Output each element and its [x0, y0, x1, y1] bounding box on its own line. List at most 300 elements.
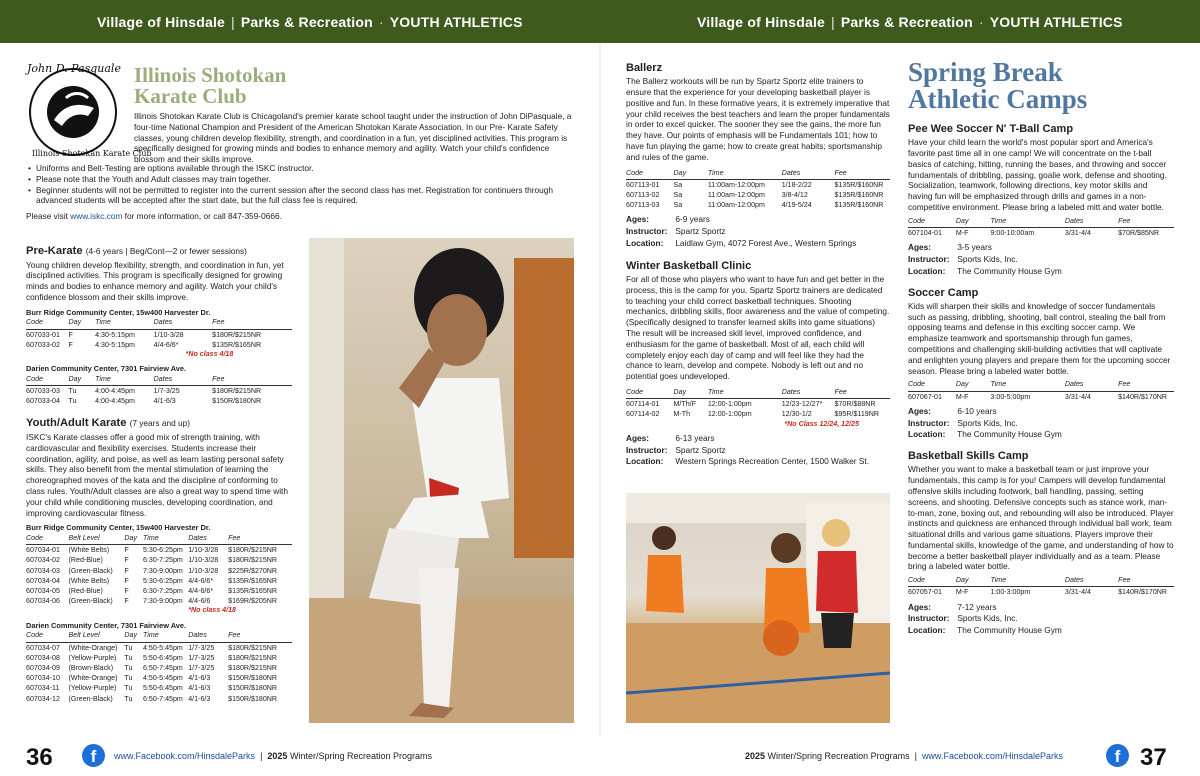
basketball-camp-info	[908, 602, 1174, 636]
table-cell: 607034-09	[26, 663, 60, 672]
table-cell: 4:00-4:45pm	[95, 387, 135, 396]
bullet-item: • Please note that the Youth and Adult classes may train together.	[26, 174, 574, 185]
column-header: Code	[26, 318, 69, 329]
table-cell: 4:50-5:45pm	[143, 674, 183, 683]
ballerz-ages: 6-9 years	[675, 214, 710, 225]
table-cell: M-F	[955, 392, 969, 401]
table-cell: Tu	[124, 684, 133, 693]
location-label: Location:	[908, 265, 946, 276]
ballerz-location: Laidlaw Gym, 4072 Forest Ave., Western Springs	[675, 237, 857, 248]
column-header: Time	[95, 318, 154, 329]
table-cell: 3/8-4/12	[781, 190, 808, 199]
table-cell: 5:30-6:25pm	[143, 576, 183, 585]
table-row	[26, 329, 292, 340]
prekarate-table-1	[26, 318, 292, 350]
table-cell: 1/10-3/28	[188, 546, 219, 555]
column-header: Fee	[228, 534, 292, 545]
facebook-icon[interactable]: f	[1106, 744, 1129, 767]
table-row	[908, 227, 1174, 238]
ages-label: Ages:	[626, 214, 650, 225]
ages-label: Ages:	[908, 242, 932, 253]
table-cell: $135R/$160NR	[834, 180, 884, 189]
table-cell: 4:00-4:45pm	[95, 397, 135, 406]
ballerz-instructor: Spartz Sportz	[675, 226, 726, 237]
table-cell: F	[68, 330, 73, 339]
table-row	[26, 586, 292, 596]
table-header-row	[626, 169, 890, 180]
table-cell: 3/31-4/4	[1064, 228, 1091, 237]
youth-karate-table-1	[26, 534, 292, 607]
header-section: YOUTH ATHLETICS	[389, 14, 523, 30]
table-cell: 607033-04	[26, 397, 60, 406]
table-cell: 607033-01	[26, 330, 60, 339]
footer-program: Winter/Spring Recreation Programs	[287, 751, 432, 761]
winter-clinic-table	[626, 388, 890, 420]
table-cell: 607033-03	[26, 387, 60, 396]
table-row	[26, 663, 292, 673]
table-cell: 12:00-1:00pm	[707, 400, 752, 409]
table-cell: (White Belts)	[68, 546, 110, 555]
column-header: Dates	[1065, 576, 1118, 587]
peewee-table	[908, 217, 1174, 238]
table-row	[26, 694, 292, 704]
table-cell: F	[124, 597, 129, 606]
table-cell: $180R/$215NR	[212, 387, 262, 396]
table-header-row	[908, 576, 1174, 587]
prekarate-desc: Young children develop flexibility, strength, and coordination in fun, yet disciplined activities. This program is specifically designed for growing minds and bodies to enhance memory and agility. Watch your child's confidence blossom and their skills improve.	[26, 259, 284, 302]
table-row	[908, 391, 1174, 402]
table-cell: 1/7-3/25	[153, 387, 180, 396]
table-row	[908, 587, 1174, 598]
table-cell: 607113-03	[626, 201, 660, 210]
table-cell: M-Th	[673, 410, 691, 419]
table-row	[626, 190, 890, 200]
table-cell: $180R/$215NR	[228, 546, 278, 555]
table-cell: 607113-02	[626, 190, 660, 199]
spring-title-line1: Spring Break	[908, 57, 1063, 87]
table-cell: 6:30-7:25pm	[143, 587, 183, 595]
instructor-label: Instructor:	[626, 226, 668, 237]
visit-suffix: for more information, or call 847-359-0666.	[122, 211, 282, 222]
table-row	[26, 396, 292, 406]
ballerz-desc: The Ballerz workouts will be run by Spartz Sportz elite trainers to ensure that the experience for your developing basketball player is positive and fun. In these formative years, it is extremely imperative that your child receives the best teachers and learn the proper fundamentals in order to excel quicker. The sooner they see the gains, the more fun they have. Our points of emphasis will be Fundamentals 101; how to have fun playing the game; how to create great habits; sportsmanship and rules of the game.	[626, 76, 890, 162]
table-cell: 6:30-7:25pm	[143, 556, 183, 565]
table-cell: Sa	[673, 201, 683, 210]
table-row	[626, 200, 890, 210]
table-cell: Tu	[124, 663, 133, 672]
ballerz-table	[626, 169, 890, 211]
karate-bullets	[26, 163, 574, 206]
table-header-row	[908, 217, 1174, 228]
table-cell: $135R/$160NR	[834, 190, 884, 199]
location-label: Location:	[908, 625, 946, 636]
table-row	[26, 576, 292, 586]
table-cell: $70R/$88NR	[834, 400, 876, 409]
youth-karate-title: Youth/Adult Karate	[26, 417, 127, 430]
winter-ages: 6-13 years	[675, 432, 715, 443]
table-cell: 9:00-10:00am	[990, 228, 1035, 237]
header-village: Village of Hinsdale	[697, 14, 826, 30]
header-village: Village of Hinsdale	[97, 14, 226, 30]
table-cell: $150R/$180NR	[212, 397, 262, 406]
column-header: Day	[956, 380, 991, 391]
table-cell: 607034-07	[26, 643, 60, 652]
table-cell: 5:30-6:25pm	[143, 546, 183, 555]
table-cell: 6:50-7:45pm	[143, 694, 183, 703]
table-header-row	[26, 318, 292, 329]
winter-clinic-info	[626, 433, 890, 467]
table-row	[26, 545, 292, 556]
winter-clinic-desc: For all of those who players who want to have fun and get better in the process, this is the camp for you. Spartz Sportz trainers are dedicated to teaching your child correct basketball techniques. Shooting mechanics, dribbling skills, floor awareness and the value of competing. (Specifically designed to transfer learned skills into game situations) The result will be increased skill level, improved confidence, and enthusiasm for the game of basketball. Most of all, each child will completely enjoy each day of camp and will feel like they had the chance to learn, develop and compete. Nobody is left out and no potential goes undeveloped.	[626, 274, 890, 382]
table-row	[26, 566, 292, 576]
column-header: Code	[26, 534, 69, 545]
table-header-row	[908, 380, 1174, 391]
spring-title-line2: Athletic Camps	[908, 84, 1088, 114]
footer-program: Winter/Spring Recreation Programs	[765, 751, 910, 761]
soccer-instructor: Sports Kids, Inc.	[957, 417, 1018, 428]
peewee-desc: Have your child learn the world's most popular sport and America's favorite past time all in one camp! We will concentrate on the t-ball basics of catching, hitting, running the bases, and throwing and soccer fundamentals of dribbling, passing, goalie work, defense and shooting. Socialization, teamwork, following directions, key motor skills and having fun will be emphasized through drills and games in a non-competitive environment. Please bring a labeled mitt and water bottle.	[908, 137, 1167, 212]
karate-heading-block	[134, 65, 574, 165]
table-cell: $150R/$180NR	[228, 674, 278, 683]
table-cell: 5:50-6:45pm	[143, 653, 183, 662]
table-header-row	[26, 375, 292, 386]
table-cell: 4/4-6/6*	[188, 576, 214, 585]
page-number: 37	[1140, 744, 1167, 771]
page-gutter	[599, 43, 601, 736]
table-cell: (Red-Blue)	[68, 556, 103, 565]
table-row	[26, 555, 292, 565]
youth-karate-heading	[26, 416, 292, 431]
winter-location: Western Springs Recreation Center, 1500 Walker St.	[675, 456, 869, 467]
prekarate-note: *No class 4/18	[185, 349, 234, 358]
footer-right	[600, 738, 1200, 776]
table-cell: 3/31-4/4	[1064, 588, 1091, 597]
table-header-row	[26, 534, 292, 545]
column-header: Day	[124, 534, 143, 545]
table-cell: 1/7-3/25	[188, 663, 215, 672]
table-cell: 11:00am-12:00pm	[707, 190, 765, 199]
column-header: Dates	[154, 318, 213, 329]
table-cell: 4:30-5:15pm	[95, 340, 135, 349]
table-cell: 607034-05	[26, 587, 60, 595]
facebook-link[interactable]: www.Facebook.com/HinsdaleParks	[921, 751, 1063, 761]
table-cell: 607033-02	[26, 340, 60, 349]
table-cell: 12:00-1:00pm	[707, 410, 752, 419]
table-row	[626, 179, 890, 190]
header-dept: Parks & Recreation	[240, 14, 373, 30]
youth-karate-sub: (7 years and up)	[129, 418, 191, 429]
table-cell: 607034-06	[26, 597, 60, 606]
column-header: Dates	[154, 375, 213, 386]
table-row	[26, 386, 292, 397]
instructor-label: Instructor:	[908, 417, 950, 428]
table-cell: 607113-01	[626, 180, 660, 189]
column-header: Time	[708, 388, 782, 399]
table-cell: Tu	[124, 643, 133, 652]
basketball-kids-photo	[626, 493, 890, 723]
table-cell: 4:50-5:45pm	[143, 643, 183, 652]
table-cell: 607057-01	[908, 588, 942, 597]
table-cell: M-F	[955, 588, 969, 597]
table-cell: 4/1-6/3	[188, 694, 211, 703]
table-cell: (White-Orange)	[68, 674, 118, 683]
table-cell: 6:50-7:45pm	[143, 663, 183, 672]
column-header: Dates	[1065, 380, 1118, 391]
youth-karate-desc: ISKC's Karate classes offer a good mix of strength training, with cardiovascular and flexibility exercises. Students increase their coordination, agility, and poise, as well as learn lasting personal safety skills. They also benefit from the mental stimulation of learning the choreographed moves of the kata and the discipline of conforming to class rules. Youth/Adult classes are also a great way to spend time with your child while conditioning muscles, developing coordination, and improving cardiovascular fitness.	[26, 432, 288, 518]
table-cell: 12/30-1/2	[781, 410, 812, 419]
table-cell: $180R/$215NR	[228, 663, 278, 672]
page-number: 36	[26, 744, 53, 771]
table-cell: 12/23-12/27*	[781, 400, 823, 409]
table-cell: 1/7-3/25	[188, 653, 215, 662]
column-header: Code	[908, 217, 956, 228]
column-header: Fee	[835, 169, 890, 180]
column-header: Day	[69, 375, 96, 386]
prekarate-location-2: Darien Community Center, 7301 Fairview Ave.	[26, 364, 187, 374]
bullet-item: • Beginner students will not be permitted to register into the current session after the second class has met. Registration for continuers through advanced students will be accepted after the start date, but the full class fee is required.	[26, 185, 574, 207]
instructor-label: Instructor:	[908, 253, 950, 264]
column-header: Time	[143, 534, 188, 545]
table-row	[26, 673, 292, 683]
table-cell: $180R/$215NR	[228, 653, 278, 662]
ages-label: Ages:	[908, 405, 932, 416]
table-cell: $135R/$165NR	[212, 340, 262, 349]
column-header: Day	[674, 388, 708, 399]
table-cell: 4:30-5:15pm	[95, 330, 135, 339]
table-header-row	[626, 388, 890, 399]
table-cell: 607034-10	[26, 674, 60, 683]
iskc-link[interactable]: www.iskc.com	[70, 211, 123, 222]
column-header: Fee	[212, 318, 292, 329]
table-cell: 1/7-3/25	[188, 643, 215, 652]
column-header: Code	[26, 631, 69, 642]
table-cell: 607034-08	[26, 653, 60, 662]
column-header: Fee	[1118, 380, 1174, 391]
peewee-location: The Community House Gym	[957, 265, 1062, 276]
winter-instructor: Spartz Sportz	[675, 444, 726, 455]
table-cell: 1:00-3:00pm	[990, 588, 1031, 597]
prekarate-table-2	[26, 375, 292, 407]
soccer-camp-table	[908, 380, 1174, 401]
table-cell: (White-Orange)	[68, 643, 118, 652]
karate-notes	[26, 160, 574, 222]
column-header: Belt Level	[69, 534, 125, 545]
table-cell: F	[124, 576, 129, 585]
table-cell: F	[68, 340, 73, 349]
table-cell: $135R/$165NR	[228, 587, 278, 595]
column-header: Dates	[188, 534, 228, 545]
table-cell: M-F	[955, 228, 969, 237]
table-cell: M/Th/F	[673, 400, 696, 409]
table-cell: (Green-Black)	[68, 694, 113, 703]
ballerz-info	[626, 214, 890, 248]
basketball-column	[626, 61, 890, 467]
column-header: Time	[708, 169, 782, 180]
table-cell: 7:30-9:00pm	[143, 566, 183, 575]
instructor-label: Instructor:	[908, 613, 950, 624]
column-header: Day	[124, 631, 143, 642]
karate-visit	[26, 211, 574, 222]
table-cell: $150R/$180NR	[228, 694, 278, 703]
table-cell: 11:00am-12:00pm	[707, 201, 765, 210]
column-header: Code	[908, 576, 956, 587]
table-cell: 11:00am-12:00pm	[707, 180, 765, 189]
column-header: Time	[990, 576, 1064, 587]
table-cell: (Yellow-Purple)	[68, 653, 117, 662]
table-cell: (White Belts)	[68, 576, 110, 585]
table-cell: 607034-04	[26, 576, 60, 585]
header-right: Village of Hinsdale | Parks & Recreation · YOUTH ATHLETICS	[697, 14, 1123, 30]
table-cell: 4/4-6/6*	[188, 587, 214, 595]
table-cell: F	[124, 566, 129, 575]
peewee-info	[908, 242, 1174, 276]
logo-signature: John D. Pasquale	[27, 62, 121, 75]
prekarate-location-1: Burr Ridge Community Center, 15w400 Harvester Dr.	[26, 307, 211, 317]
table-cell: $180R/$215NR	[228, 556, 278, 565]
table-cell: 607034-12	[26, 694, 60, 703]
winter-clinic-note: *No Class 12/24, 12/25	[784, 419, 859, 428]
karate-column	[26, 234, 292, 704]
column-header: Code	[626, 388, 674, 399]
location-label: Location:	[626, 456, 664, 467]
facebook-link[interactable]: www.Facebook.com/HinsdaleParks	[114, 751, 256, 761]
table-cell: $140R/$170NR	[1118, 588, 1168, 597]
table-cell: $70R/$85NR	[1118, 228, 1160, 237]
table-cell: 607104-01	[908, 228, 942, 237]
table-cell: Tu	[68, 387, 77, 396]
column-header: Fee	[835, 388, 890, 399]
soccer-camp-title: Soccer Camp	[908, 286, 979, 299]
table-cell: (Green-Black)	[68, 566, 113, 575]
column-header: Dates	[188, 631, 228, 642]
soccer-ages: 6-10 years	[957, 405, 997, 416]
youth-karate-location-2: Darien Community Center, 7301 Fairview Ave.	[26, 620, 187, 630]
column-header: Code	[908, 380, 956, 391]
basketball-camp-title: Basketball Skills Camp	[908, 450, 1029, 463]
table-row	[626, 399, 890, 410]
table-cell: (Green-Black)	[68, 597, 113, 606]
column-header: Fee	[212, 375, 292, 386]
column-header: Time	[95, 375, 154, 386]
spring-column	[908, 59, 1174, 636]
karate-kid-photo	[309, 238, 574, 723]
prekarate-sub: (4-6 years | Beg/Cont—2 or fewer sessions)	[85, 246, 247, 256]
table-cell: 5:50-6:45pm	[143, 684, 183, 693]
youth-karate-location-1: Burr Ridge Community Center, 15w400 Harvester Dr.	[26, 523, 211, 533]
karate-title-line2: Karate Club	[134, 84, 247, 108]
karate-club-logo	[24, 58, 152, 158]
peewee-instructor: Sports Kids, Inc.	[957, 253, 1018, 264]
ages-label: Ages:	[626, 432, 650, 443]
prekarate-title: Pre-Karate	[26, 245, 83, 257]
column-header: Dates	[782, 388, 835, 399]
karate-title-line1: Illinois Shotokan	[134, 63, 287, 87]
table-cell: $150R/$180NR	[228, 684, 278, 693]
table-cell: $140R/$170NR	[1118, 392, 1168, 401]
table-cell: Tu	[124, 653, 133, 662]
table-cell: 1/10-3/28	[188, 566, 219, 575]
table-cell: $135R/$160NR	[834, 201, 884, 210]
table-cell: 607034-11	[26, 684, 60, 693]
column-header: Time	[143, 631, 188, 642]
table-cell: $169R/$205NR	[228, 597, 278, 606]
winter-clinic-title: Winter Basketball Clinic	[626, 259, 752, 272]
table-cell: 4/4-6/6	[188, 597, 211, 606]
logo-org: Illinois Shotokan Karate Club	[32, 149, 152, 158]
footer-text: www.Facebook.com/HinsdaleParks | 2025 Winter/Spring Recreation Programs	[114, 751, 432, 761]
column-header: Day	[956, 576, 991, 587]
column-header: Code	[626, 169, 674, 180]
table-cell: 607034-03	[26, 566, 60, 575]
peewee-title: Pee Wee Soccer N' T-Ball Camp	[908, 123, 1074, 135]
table-cell: 3:00-5:00pm	[990, 392, 1031, 401]
ages-label: Ages:	[908, 601, 932, 612]
column-header: Time	[990, 380, 1064, 391]
table-cell: F	[124, 556, 129, 565]
table-cell: 607067-01	[908, 392, 942, 401]
column-header: Dates	[1065, 217, 1118, 228]
table-cell: 4/1-6/3	[153, 397, 176, 406]
ballerz-title: Ballerz	[626, 62, 663, 74]
table-cell: $180R/$215NR	[228, 643, 278, 652]
column-header: Day	[674, 169, 708, 180]
table-cell: 4/19-5/24	[781, 201, 812, 210]
table-cell: 607034-02	[26, 556, 60, 565]
table-cell: $225R/$270NR	[228, 566, 278, 575]
soccer-location: The Community House Gym	[957, 429, 1062, 440]
table-cell: Tu	[124, 674, 133, 683]
table-cell: $95R/$119NR	[834, 410, 879, 419]
table-cell: $135R/$165NR	[228, 576, 278, 585]
table-cell: 4/1-6/3	[188, 674, 211, 683]
column-header: Day	[956, 217, 991, 228]
visit-prefix: Please visit	[26, 211, 71, 222]
prekarate-heading	[26, 244, 292, 259]
location-label: Location:	[626, 237, 664, 248]
column-header: Day	[69, 318, 96, 329]
table-cell: 1/18-2/22	[781, 180, 812, 189]
peewee-ages: 3-5 years	[957, 242, 992, 253]
header-section: YOUTH ATHLETICS	[989, 14, 1123, 30]
table-cell: $180R/$215NR	[212, 330, 262, 339]
column-header: Fee	[1118, 217, 1174, 228]
instructor-label: Instructor:	[626, 444, 668, 455]
column-header: Fee	[228, 631, 292, 642]
header-dept: Parks & Recreation	[840, 14, 973, 30]
column-header: Code	[26, 375, 69, 386]
footer-year: 2025	[267, 751, 288, 761]
youth-karate-note: *No class 4/18	[188, 606, 236, 615]
facebook-icon[interactable]: f	[82, 744, 105, 767]
soccer-camp-info	[908, 406, 1174, 440]
basketball-instructor: Sports Kids, Inc.	[957, 613, 1018, 624]
table-cell: 4/1-6/3	[188, 684, 211, 693]
table-cell: (Red-Blue)	[68, 587, 103, 595]
table-cell: 3/31-4/4	[1064, 392, 1091, 401]
column-header: Belt Level	[69, 631, 125, 642]
table-row	[26, 596, 292, 606]
basketball-camp-table	[908, 576, 1174, 597]
table-header-row	[26, 631, 292, 642]
table-cell: 4/4-6/6*	[153, 340, 179, 349]
table-cell: (Yellow-Purple)	[68, 684, 117, 693]
table-cell: 1/10-3/28	[153, 330, 184, 339]
footer-left	[0, 738, 600, 776]
table-row	[26, 683, 292, 693]
table-row	[26, 653, 292, 663]
table-cell: Sa	[673, 180, 683, 189]
header-left: Village of Hinsdale | Parks & Recreation · YOUTH ATHLETICS	[97, 14, 523, 30]
